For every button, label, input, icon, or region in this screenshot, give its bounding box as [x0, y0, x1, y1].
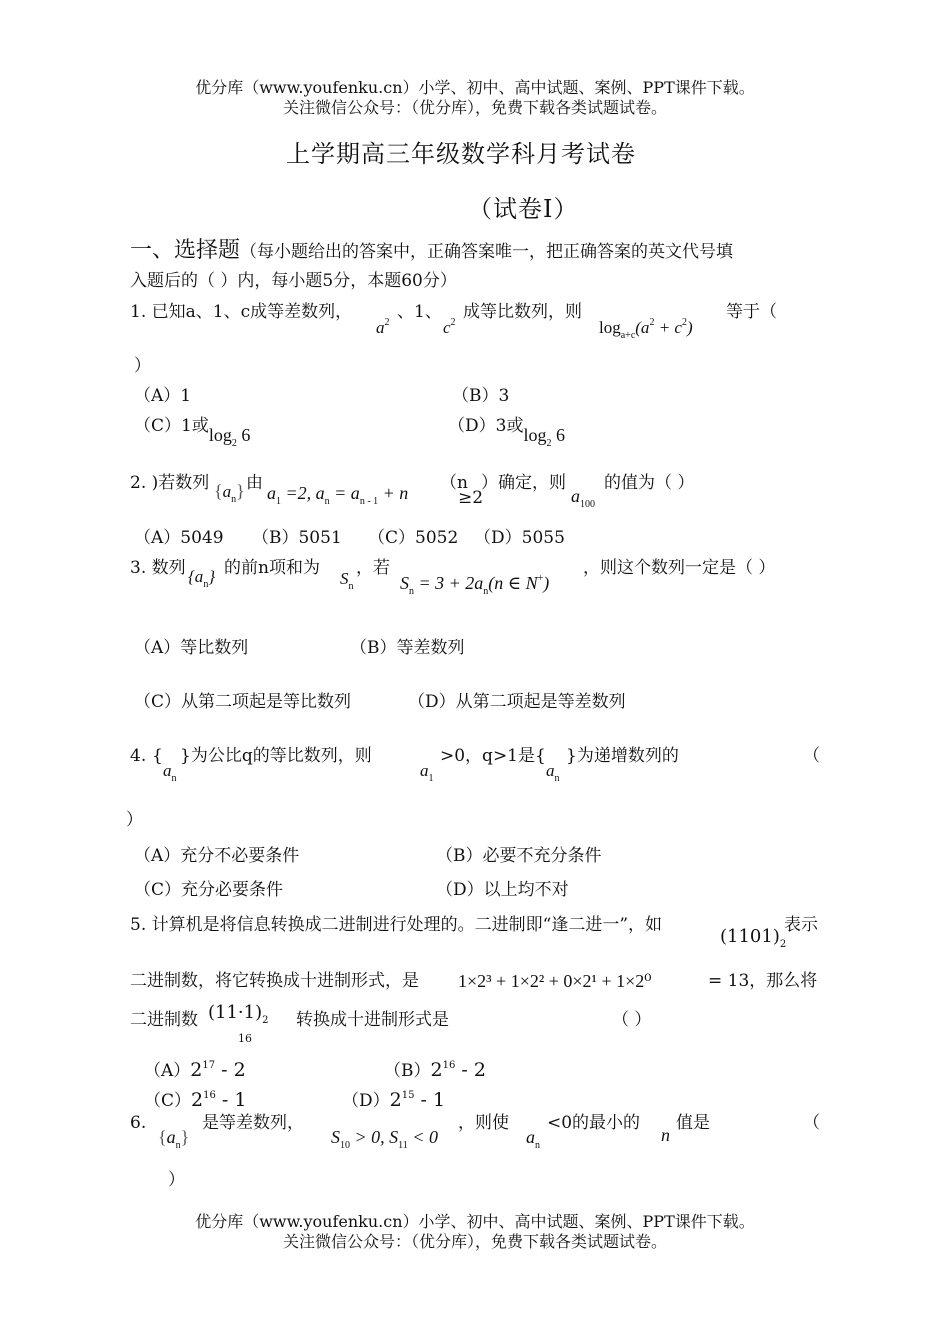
q3-option-d: （D）从第二项起是等差数列 — [408, 692, 626, 712]
q2-by: 由 — [246, 473, 263, 493]
q1-sep: 、1、 — [397, 302, 442, 322]
q5-option-b: $(B)2^{16} - 2$ — [384, 1059, 486, 1081]
q3-prefix: 3. 数列 — [130, 558, 186, 578]
section-note: （每小题给出的答案中，正确答案唯一，把正确答案的英文代号填 — [240, 242, 734, 262]
q5-option-d: $(D)2^{15} - 1$ — [342, 1089, 446, 1111]
q1-a-squared: $a^2$ — [376, 317, 390, 337]
page-subtitle: （试卷Ⅰ） — [468, 195, 579, 223]
q4-an: $a_n$ — [163, 761, 177, 784]
section-heading: 一、选择题 — [130, 238, 241, 263]
q2-option-b: （B）5051 — [252, 528, 342, 548]
q4-option-a: （A）充分不必要条件 — [134, 846, 300, 866]
footer-line-2: 关注微信公众号：（优分库），免费下载各类试题试卷。 — [282, 1232, 667, 1251]
q5-binary-1101: $(1101)_2$ — [720, 926, 787, 950]
q2-cond-close: ）确定，则 — [481, 473, 566, 493]
q1-log-expr: $\log_{a+c}(a^2 + c^2)$ — [599, 317, 693, 341]
q1-mid: 成等比数列，则 — [463, 302, 582, 322]
q2-option-d: （D）5055 — [474, 528, 565, 548]
q6-condition: $S_{10} > 0$, $S_{11} < 0$ — [331, 1127, 438, 1151]
q2-seq-an: $\{a_n\}$ — [214, 481, 245, 505]
q6-paren-close: ） — [168, 1170, 185, 1190]
q4-a1: $a_1$ — [420, 761, 434, 784]
q5-line2: 二进制数，将它转换成十进制形式，是 — [130, 971, 419, 991]
q4-tail: }为递增数列的 — [566, 746, 679, 766]
q6-paren-open: （ — [803, 1113, 820, 1133]
q4-lbrace: { — [152, 746, 163, 766]
q1-option-d: （D）3或$\log_2 6$ — [448, 416, 565, 449]
q5-line1: 5. 计算机是将信息转换成二进制进行处理的。二进制即“逢二进一”，如 — [130, 915, 663, 935]
footer-line-1: 优分库（www.youfenku.cn）小学、初中、高中试题、案例、PPT课件下载。 — [195, 1212, 755, 1231]
q5-option-a: $(A)2^{17} - 2$ — [144, 1059, 246, 1081]
q2-a100: $a_{100}$ — [571, 486, 595, 510]
q3-tail: ，则这个数列一定是（ ） — [583, 558, 776, 578]
q5-binary-ones: $(11\cdot 1)_2$ — [208, 1002, 269, 1026]
q4-option-d: （D）以上均不对 — [436, 880, 569, 900]
q4-an-2: $a_n$ — [546, 761, 560, 784]
q4-paren-open: （ — [803, 746, 820, 766]
q2-cond-open: （n — [440, 473, 468, 493]
q2-tail: 的值为（ ） — [604, 473, 695, 493]
q4-num: 4. — [130, 746, 147, 766]
q3-option-b: （B）等差数列 — [350, 638, 465, 658]
q5-sixteen: 16 — [238, 1032, 252, 1045]
q6-then: ，则使 — [458, 1113, 509, 1133]
q5-paren: （ ） — [612, 1010, 652, 1030]
q4-text2: >0，q>1是{ — [440, 746, 546, 766]
q2-option-a: （A）5049 — [134, 528, 224, 548]
q4-option-c: （C）充分必要条件 — [134, 880, 284, 900]
q5-line2-tail: = 13，那么将 — [708, 971, 818, 991]
q2-prefix: 2. )若数列 — [130, 473, 210, 493]
q3-option-a: （A）等比数列 — [134, 638, 249, 658]
q1-option-c: （C）1或$\log_2 6$ — [134, 416, 251, 449]
header-line-1: 优分库（www.youfenku.cn）小学、初中、高中试题、案例、PPT课件下载。 — [195, 78, 755, 97]
q5-line3-tail: 转换成十进制形式是 — [296, 1010, 449, 1030]
q3-mid: 的前n项和为 — [224, 558, 320, 578]
q4-paren-close: ） — [126, 810, 143, 830]
section-note-2: 入题后的（ ）内，每小题5分，本题60分） — [130, 271, 457, 291]
q3-ruo: ，若 — [356, 558, 390, 578]
q6-seq-an: $\{a_n\}$ — [158, 1127, 190, 1151]
header-line-2: 关注微信公众号：（优分库），免费下载各类试题试卷。 — [282, 98, 667, 117]
q6-an: $a_n$ — [526, 1127, 540, 1151]
q5-line1-tail: 表示 — [784, 915, 818, 935]
q5-expression: 1×2³ + 1×2² + 0×2¹ + 1×2⁰ — [458, 971, 652, 991]
q6-n-var: n — [661, 1125, 670, 1145]
q3-sn: $S_n$ — [340, 569, 354, 592]
q1-option-b: （B）3 — [452, 386, 510, 406]
section-heading-line — [130, 240, 733, 263]
q6-cond: <0的最小的 — [547, 1113, 641, 1133]
q1-prefix: 1. 已知a、1、c成等差数列， — [130, 302, 353, 322]
q1-c-squared: $c^2$ — [443, 317, 456, 337]
page-title: 上学期高三年级数学科月考试卷 — [286, 140, 636, 168]
q6-mid: 是等差数列， — [202, 1113, 304, 1133]
q3-equation: $S_n = 3 + 2a_n(n$ ∈ N+) — [400, 573, 550, 597]
q1-tail: 等于（ — [726, 302, 777, 322]
q3-seq-an: $\{a_n\}$ — [188, 567, 216, 590]
q4-option-b: （B）必要不充分条件 — [436, 846, 602, 866]
q5-line3: 二进制数 — [130, 1010, 198, 1030]
q2-option-c: （C）5052 — [368, 528, 459, 548]
q1-option-a: （A）1 — [134, 386, 192, 406]
q2-recurrence: $a_1 =2$, $a_n = a_{n - 1} + n$ — [267, 483, 409, 507]
q5-option-c: $(C)2^{16} - 1$ — [144, 1089, 247, 1111]
q1-close: ） — [134, 356, 151, 376]
q3-option-c: （C）从第二项起是等比数列 — [134, 692, 352, 712]
q6-tail: 值是 — [676, 1113, 710, 1133]
q6-num: 6. — [130, 1113, 147, 1133]
q2-cond-ge: ≥2 — [458, 488, 484, 508]
q4-text1: }为公比q的等比数列，则 — [180, 746, 372, 766]
